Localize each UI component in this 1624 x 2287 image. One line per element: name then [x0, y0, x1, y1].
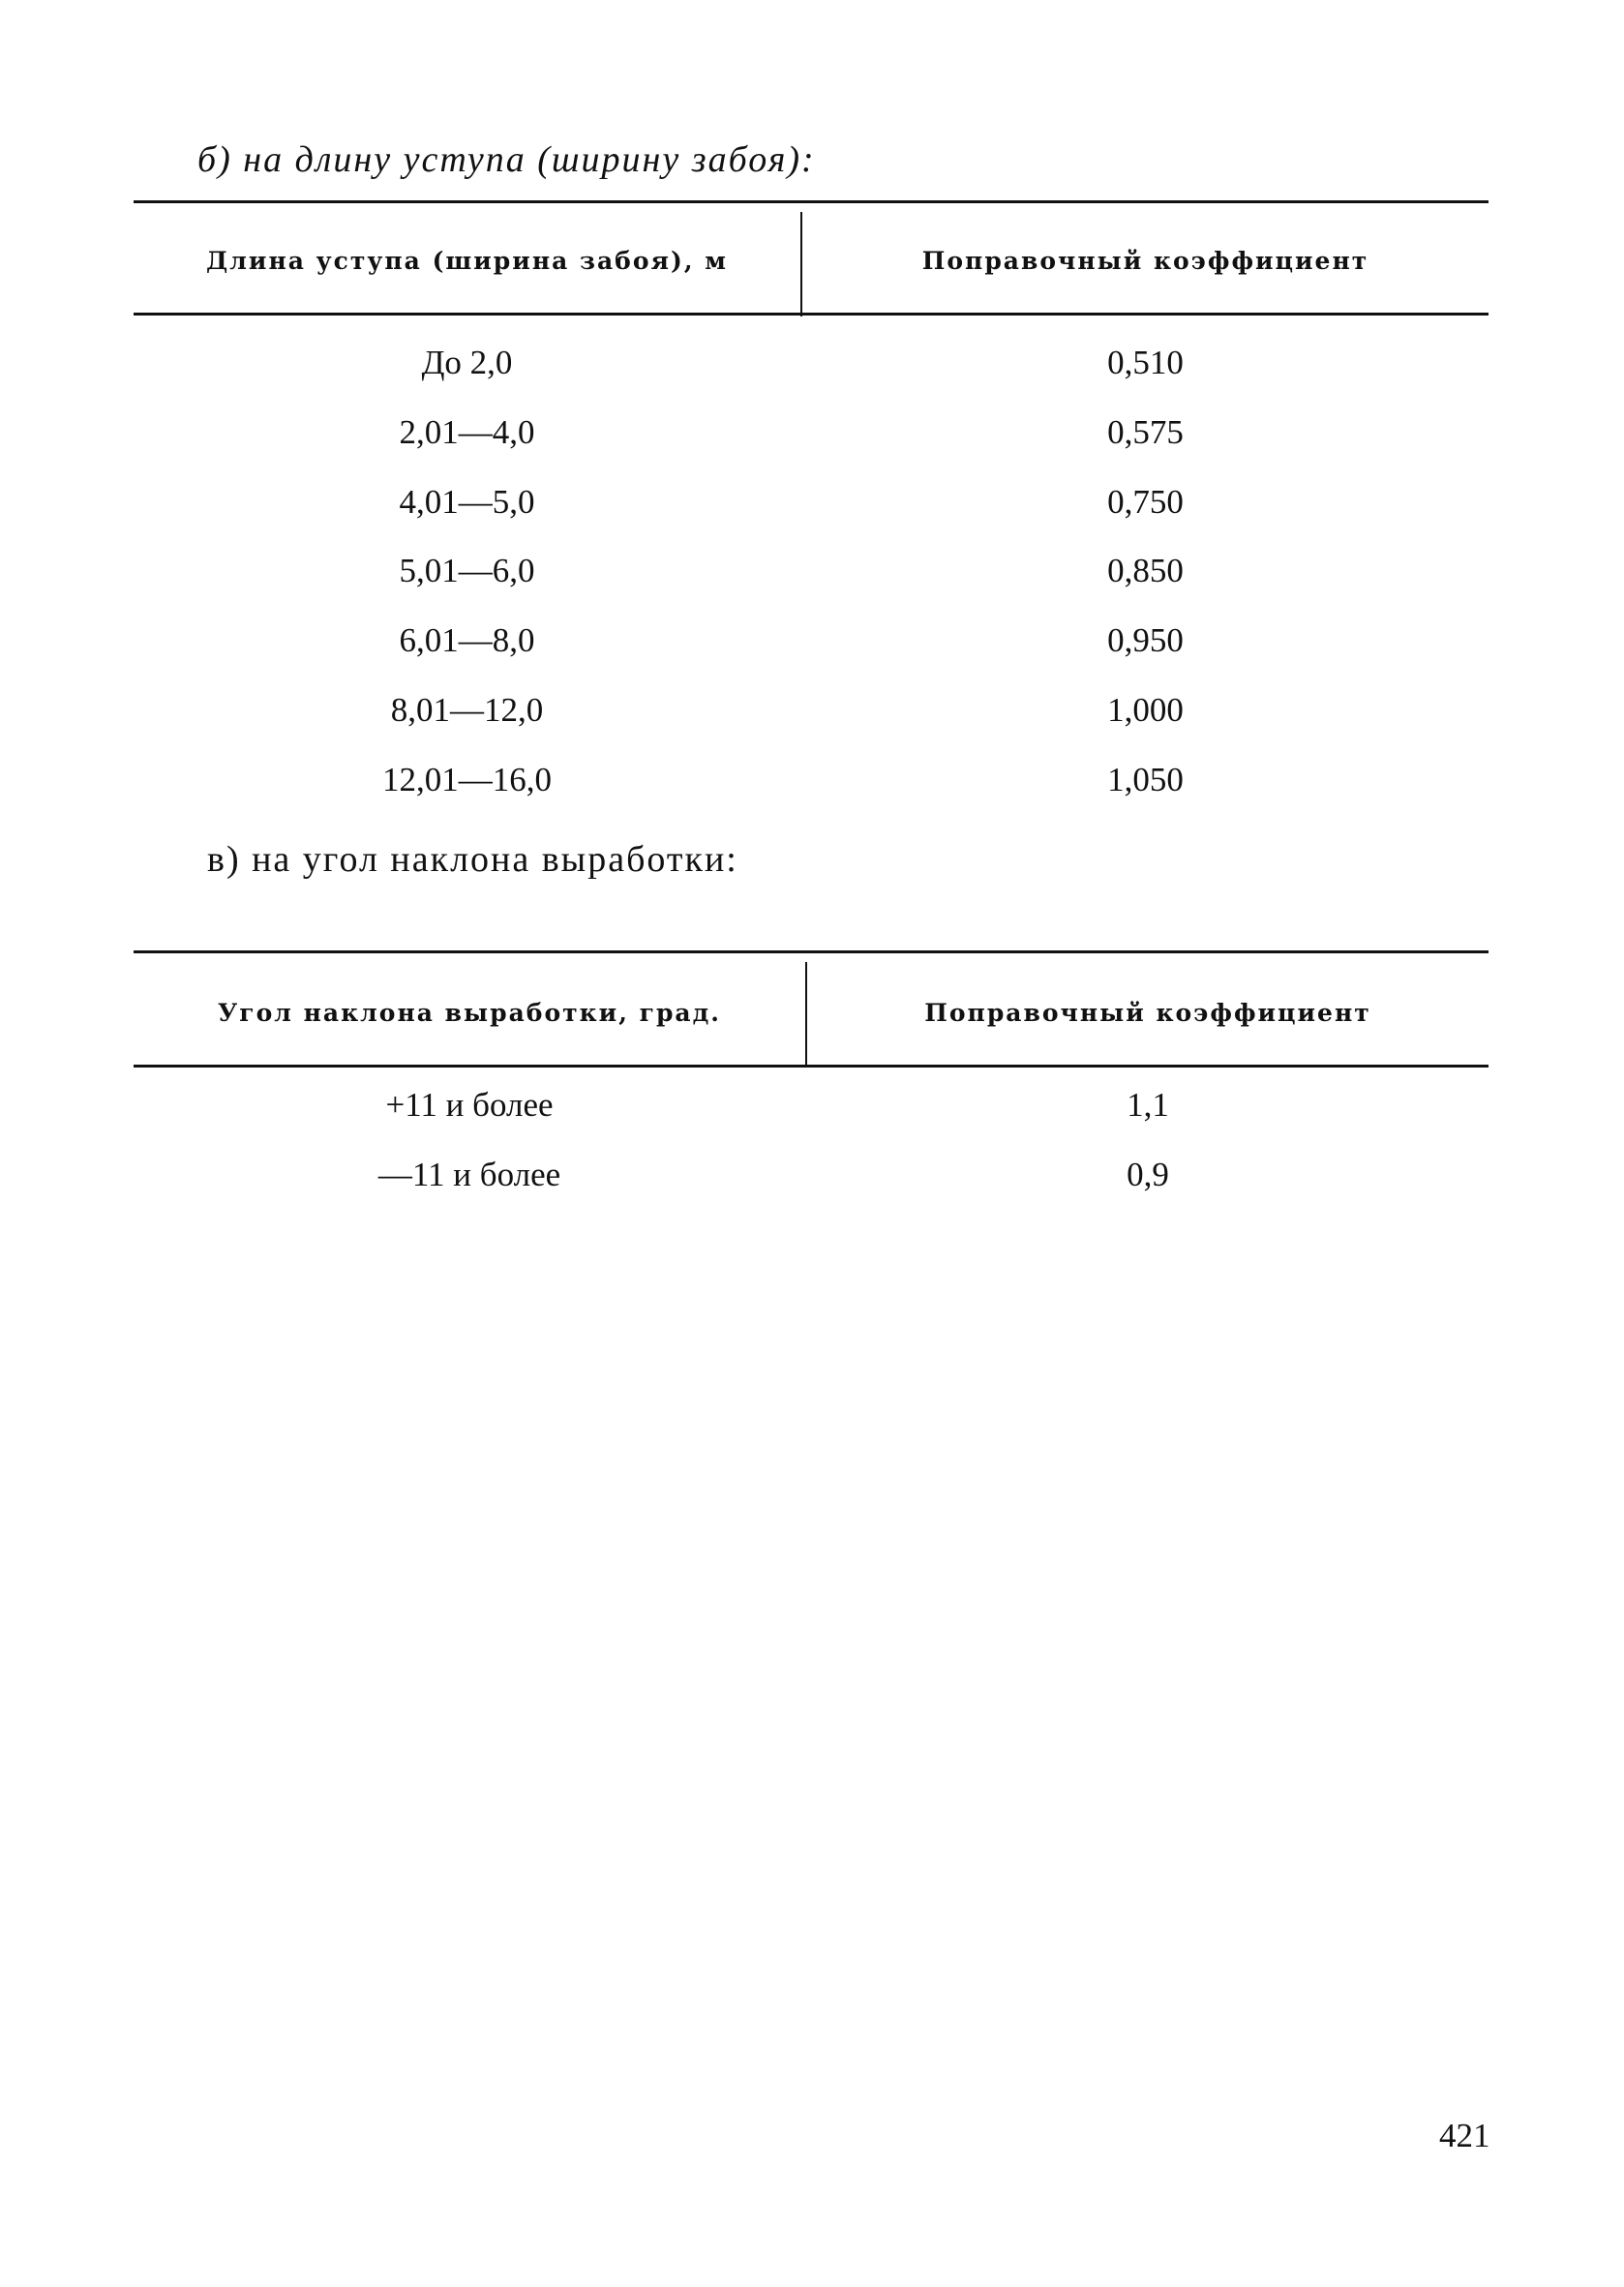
coefficient-cell: 0,950 [1107, 621, 1184, 659]
table-top-rule [134, 950, 1489, 953]
angle-cell: —11 и более [377, 1156, 561, 1193]
angle-cell: +11 и более [385, 1086, 554, 1124]
section-b-heading: б) на длину уступа (ширину забоя): [197, 139, 816, 180]
page-number: 421 [1439, 2117, 1490, 2154]
coefficient-cell: 0,510 [1107, 344, 1184, 381]
table-row [134, 552, 1489, 606]
coefficient-cell: 1,050 [1107, 761, 1184, 798]
table-row [134, 691, 1489, 745]
table-row [134, 621, 1489, 676]
table-row [134, 344, 1489, 398]
length-cell: 2,01—4,0 [399, 413, 535, 451]
coefficient-cell: 0,850 [1107, 552, 1184, 589]
length-cell: До 2,0 [421, 344, 513, 381]
table-row [134, 761, 1489, 815]
table-top-rule [134, 200, 1489, 203]
column-header-angle: Угол наклона выработки, град. [218, 999, 721, 1027]
length-cell: 4,01—5,0 [399, 483, 535, 521]
section-v-heading: в) на угол наклона выработки: [207, 839, 738, 880]
length-cell: 8,01—12,0 [390, 691, 544, 729]
coefficient-cell: 0,575 [1107, 413, 1184, 451]
table-row [134, 1086, 1489, 1140]
table-row [134, 1156, 1489, 1210]
coefficient-cell: 1,000 [1107, 691, 1184, 729]
coefficient-cell: 0,750 [1107, 483, 1184, 521]
column-header-length: Длина уступа (ширина забоя), м [206, 247, 728, 275]
table-header-rule [134, 313, 1489, 316]
angle-coefficient-table [134, 950, 1489, 1221]
table-row [134, 413, 1489, 467]
coefficient-cell: 1,1 [1127, 1086, 1169, 1124]
length-cell: 12,01—16,0 [382, 761, 552, 798]
table-header-rule [134, 1065, 1489, 1068]
column-header-coefficient: Поправочный коэффициент [921, 247, 1369, 275]
length-cell: 5,01—6,0 [399, 552, 535, 589]
coefficient-cell: 0,9 [1127, 1156, 1169, 1193]
length-cell: 6,01—8,0 [399, 621, 535, 659]
table-row [134, 483, 1489, 537]
length-coefficient-table [134, 200, 1489, 820]
column-header-coefficient: Поправочный коэффициент [924, 999, 1371, 1027]
